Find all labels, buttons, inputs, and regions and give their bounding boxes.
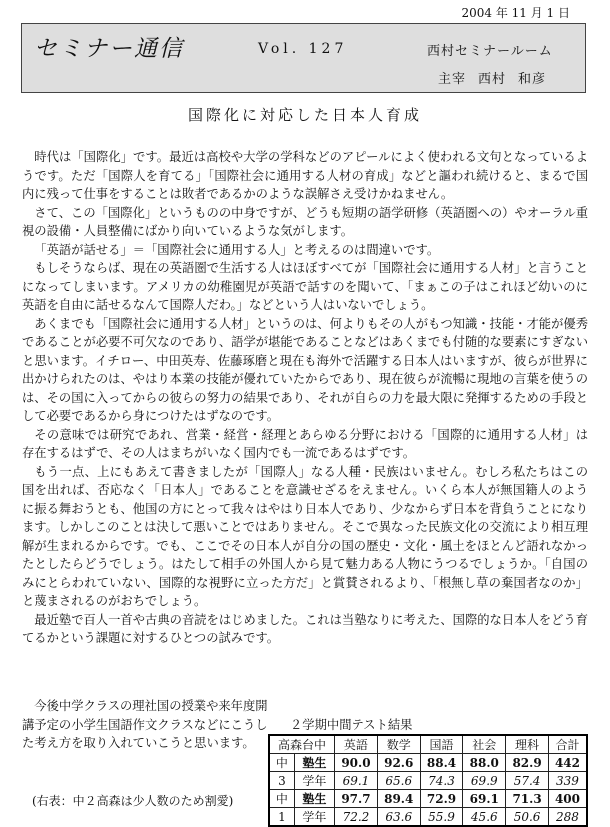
score-cell: 57.4 — [506, 772, 549, 790]
table-row — [269, 754, 587, 772]
newsletter-header — [21, 23, 586, 93]
column-header: 社会 — [463, 735, 506, 754]
score-cell: 92.6 — [377, 754, 420, 772]
score-cell: 69.1 — [335, 772, 378, 790]
table-row — [269, 772, 587, 790]
score-cell: 288 — [548, 808, 587, 827]
grade-cell: 1 — [269, 808, 294, 827]
score-cell: 74.3 — [420, 772, 463, 790]
grade-cell: 中 — [269, 790, 294, 808]
score-cell: 45.6 — [463, 808, 506, 827]
column-header: 理科 — [506, 735, 549, 754]
score-cell: 88.4 — [420, 754, 463, 772]
column-header: 国語 — [420, 735, 463, 754]
score-cell: 63.6 — [377, 808, 420, 827]
score-cell: 72.2 — [335, 808, 378, 827]
paragraph: もしそうならば、現在の英語圏で生活する人はほぼすべてが「国際社会に通用する人材」と言うことになってしまいます。アメリカの幼稚園児が英語で話すのを聞いて、「まぁこの子はこれほど幼いのに英語を自由に話せるなんて国際人だわ。」などという人はいないでしょう。 — [22, 261, 588, 312]
score-cell: 400 — [548, 790, 587, 808]
grade-cell: 3 — [269, 772, 294, 790]
row-label: 塾生 — [294, 754, 334, 772]
school-name: 高森台中 — [269, 735, 335, 754]
paragraph: さて、この「国際化」というものの中身ですが、どうも短期の語学研修（英語圏への）やオーラル重視の設備・人員整備にばかり向いているような気がします。 — [22, 205, 588, 238]
table-caption-note: (右表：中２高森は少人数のため割愛) — [32, 794, 234, 808]
score-cell: 89.4 — [377, 790, 420, 808]
paragraph: もう一点、上にもあえて書きましたが「国際人」なる人種・民族はいません。むしろ私たちはこの国を出れば、否応なく「日本人」であることを意識せざるをえません。いくら本人が無国籍人のように振る舞おうとも、他国の方にとって我々はやはり日本人であり、少なからず日本を背負うことになります。しかしこのことは決して悪いことではありません。そこで異なった民族文化の交流により相互理解が生まれるからです。でも、ここでその日本人が自分の国の歴史・文化・風土をほとんど語れなかったとしたらどうでしょう。はたして相手の外国人から見て魅力ある人物にうつるでしょうか。「自国のみにとらわれていない、国際的な視野に立った方だ」と賞賛されるより、「根無し草の棄国者なのか」と蔑まされるのがおちでしょう。 — [22, 464, 588, 608]
closing-paragraph-block — [22, 697, 270, 753]
score-cell: 97.7 — [335, 790, 378, 808]
paragraph: 時代は「国際化」です。最近は高校や大学の学科などのアピールによく使われる文句となっているようです。ただ「国際人を育てる」「国際社会に通用する人材の育成」などと謳われ続けると、まるで国内に残って仕事をすることは敗者であるかのような誤解さえ受けかねません。 — [22, 150, 588, 201]
volume-number: Vol. 127 — [258, 41, 348, 57]
table-row — [269, 808, 587, 827]
paragraph: その意味では研究であれ、営業・経営・経理とあらゆる分野における「国際的に通用する人材」は存在するはずで、その人はまちがいなく国内でも一流であるはずです。 — [22, 427, 588, 460]
author-surname: 西村 — [478, 72, 507, 87]
author-given-name: 和彦 — [518, 72, 547, 87]
row-label: 学年 — [294, 808, 334, 827]
grade-cell: 中 — [269, 754, 294, 772]
issue-date: 2004 年 11 月 1 日 — [461, 6, 570, 20]
score-cell: 82.9 — [506, 754, 549, 772]
score-cell: 442 — [548, 754, 587, 772]
author-line — [438, 68, 546, 87]
score-cell: 90.0 — [335, 754, 378, 772]
paragraph: 今後中学クラスの理社国の授業や来年度開講予定の小学生国語作文クラスなどにこうした考え方を取り入れていこうと思います。 — [22, 699, 268, 750]
score-cell: 55.9 — [420, 808, 463, 827]
table-title: ２学期中間テスト結果 — [290, 718, 413, 732]
newsletter-title: セミナー通信 — [34, 36, 184, 62]
paragraph: 最近塾で百人一首や古典の音読をはじめました。これは当塾なりに考えた、国際的な日本人をどう育てるかという課題に対するひとつの試みです。 — [22, 612, 588, 645]
score-cell: 69.9 — [463, 772, 506, 790]
score-cell: 88.0 — [463, 754, 506, 772]
score-cell: 50.6 — [506, 808, 549, 827]
author-role: 主宰 — [438, 72, 467, 87]
column-header: 英語 — [335, 735, 378, 754]
score-cell: 69.1 — [463, 790, 506, 808]
score-cell: 339 — [548, 772, 587, 790]
table-row — [269, 790, 587, 808]
column-header: 数学 — [377, 735, 420, 754]
row-label: 学年 — [294, 772, 334, 790]
score-cell: 72.9 — [420, 790, 463, 808]
score-cell: 71.3 — [506, 790, 549, 808]
paragraph: 「英語が話せる」＝「国際社会に通用する人」と考えるのは間違いです。 — [34, 242, 440, 257]
organization-name: 西村セミナールーム — [427, 44, 553, 59]
score-cell: 65.6 — [377, 772, 420, 790]
row-label: 塾生 — [294, 790, 334, 808]
table-header-row — [269, 735, 587, 754]
column-header: 合計 — [548, 735, 587, 754]
test-results-table — [268, 734, 588, 827]
paragraph: あくまでも「国際社会に通用する人材」というのは、何よりもその人がもつ知識・技能・才能が優秀であることが必要不可欠なのであり、語学が堪能であることなどはあくまでも付随的な要素にすぎないと思います。イチロー、中田英寿、佐藤琢磨と現在も海外で活躍する日本人はいますが、彼らが世界に出かけられたのは、やはり本業の技能が優れていたからであり、現在彼らが流暢に現地の言葉を使うのは、その国に入ってからの彼らの努力の結果であり、それが自らの力を最大限に発揮するための手段として必要であるから身につけたはずなのです。 — [22, 316, 588, 423]
article-body — [22, 148, 588, 648]
article-title: 国際化に対応した日本人育成 — [187, 106, 422, 124]
